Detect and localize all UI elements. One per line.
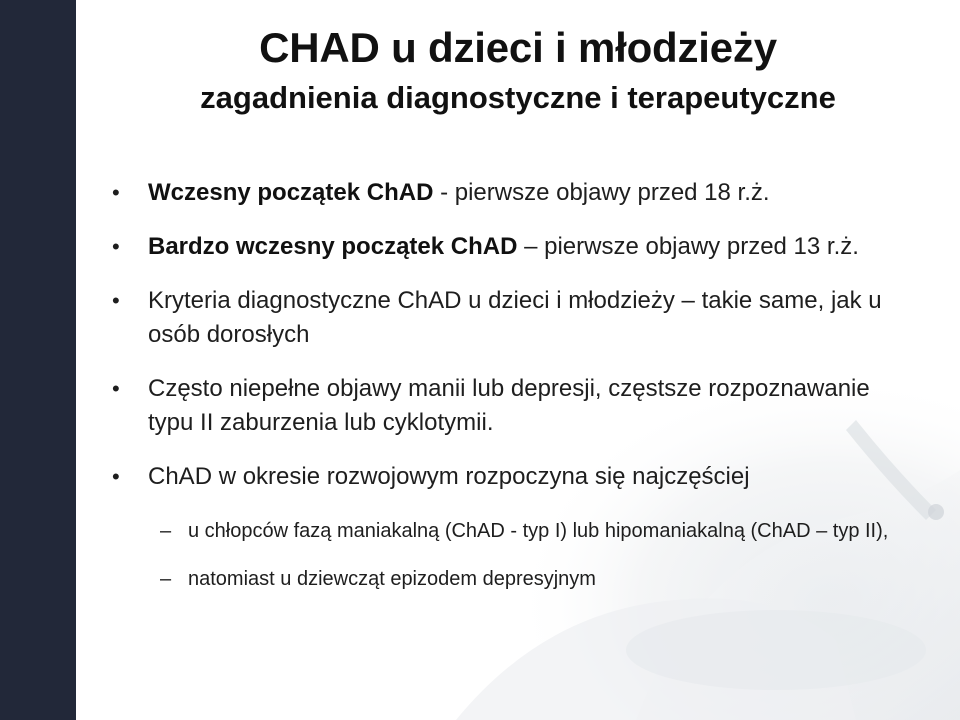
sub-bullet-marker: – <box>160 520 172 542</box>
bullet-bold-text: Bardzo wczesny początek ChAD <box>148 233 518 260</box>
bullet-marker: • <box>112 288 120 313</box>
bullet-text: ChAD w okresie rozwojowym rozpoczyna się najczęściej <box>148 463 750 490</box>
bullet-marker: • <box>112 464 120 489</box>
slide-subtitle: zagadnienia diagnostyczne i terapeutyczne <box>200 80 836 115</box>
sub-bullet-marker: – <box>160 568 172 590</box>
slide-sidebar <box>0 0 76 720</box>
sub-bullet-item <box>112 564 912 594</box>
bullet-item <box>112 284 912 352</box>
bullet-item <box>112 230 912 264</box>
sub-bullet-item <box>112 516 912 546</box>
bullet-item <box>112 176 912 210</box>
bullet-text: – pierwsze objawy przed 13 r.ż. <box>517 233 859 260</box>
bullet-item <box>112 460 912 494</box>
bullet-item <box>112 372 912 440</box>
bullet-marker: • <box>112 180 120 205</box>
sub-bullet-text: u chłopców fazą maniakalną (ChAD - typ I) lub hipomaniakalną (ChAD – typ II), <box>188 520 889 542</box>
bullet-marker: • <box>112 234 120 259</box>
bullet-bold-text: Wczesny początek ChAD <box>148 179 434 206</box>
sub-bullet-text: natomiast u dziewcząt epizodem depresyjnym <box>188 568 596 590</box>
bullet-text: Kryteria diagnostyczne ChAD u dzieci i młodzieży – takie same, jak u osób dorosłych <box>148 287 882 348</box>
slide-title: CHAD u dzieci i młodzieży <box>259 24 777 71</box>
bullet-marker: • <box>112 376 120 401</box>
bullet-text: - pierwsze objawy przed 18 r.ż. <box>433 179 770 206</box>
bullet-list <box>112 176 912 612</box>
bullet-text: Często niepełne objawy manii lub depresji, częstsze rozpoznawanie typu II zaburzenia lub cyklotymii. <box>148 375 870 436</box>
